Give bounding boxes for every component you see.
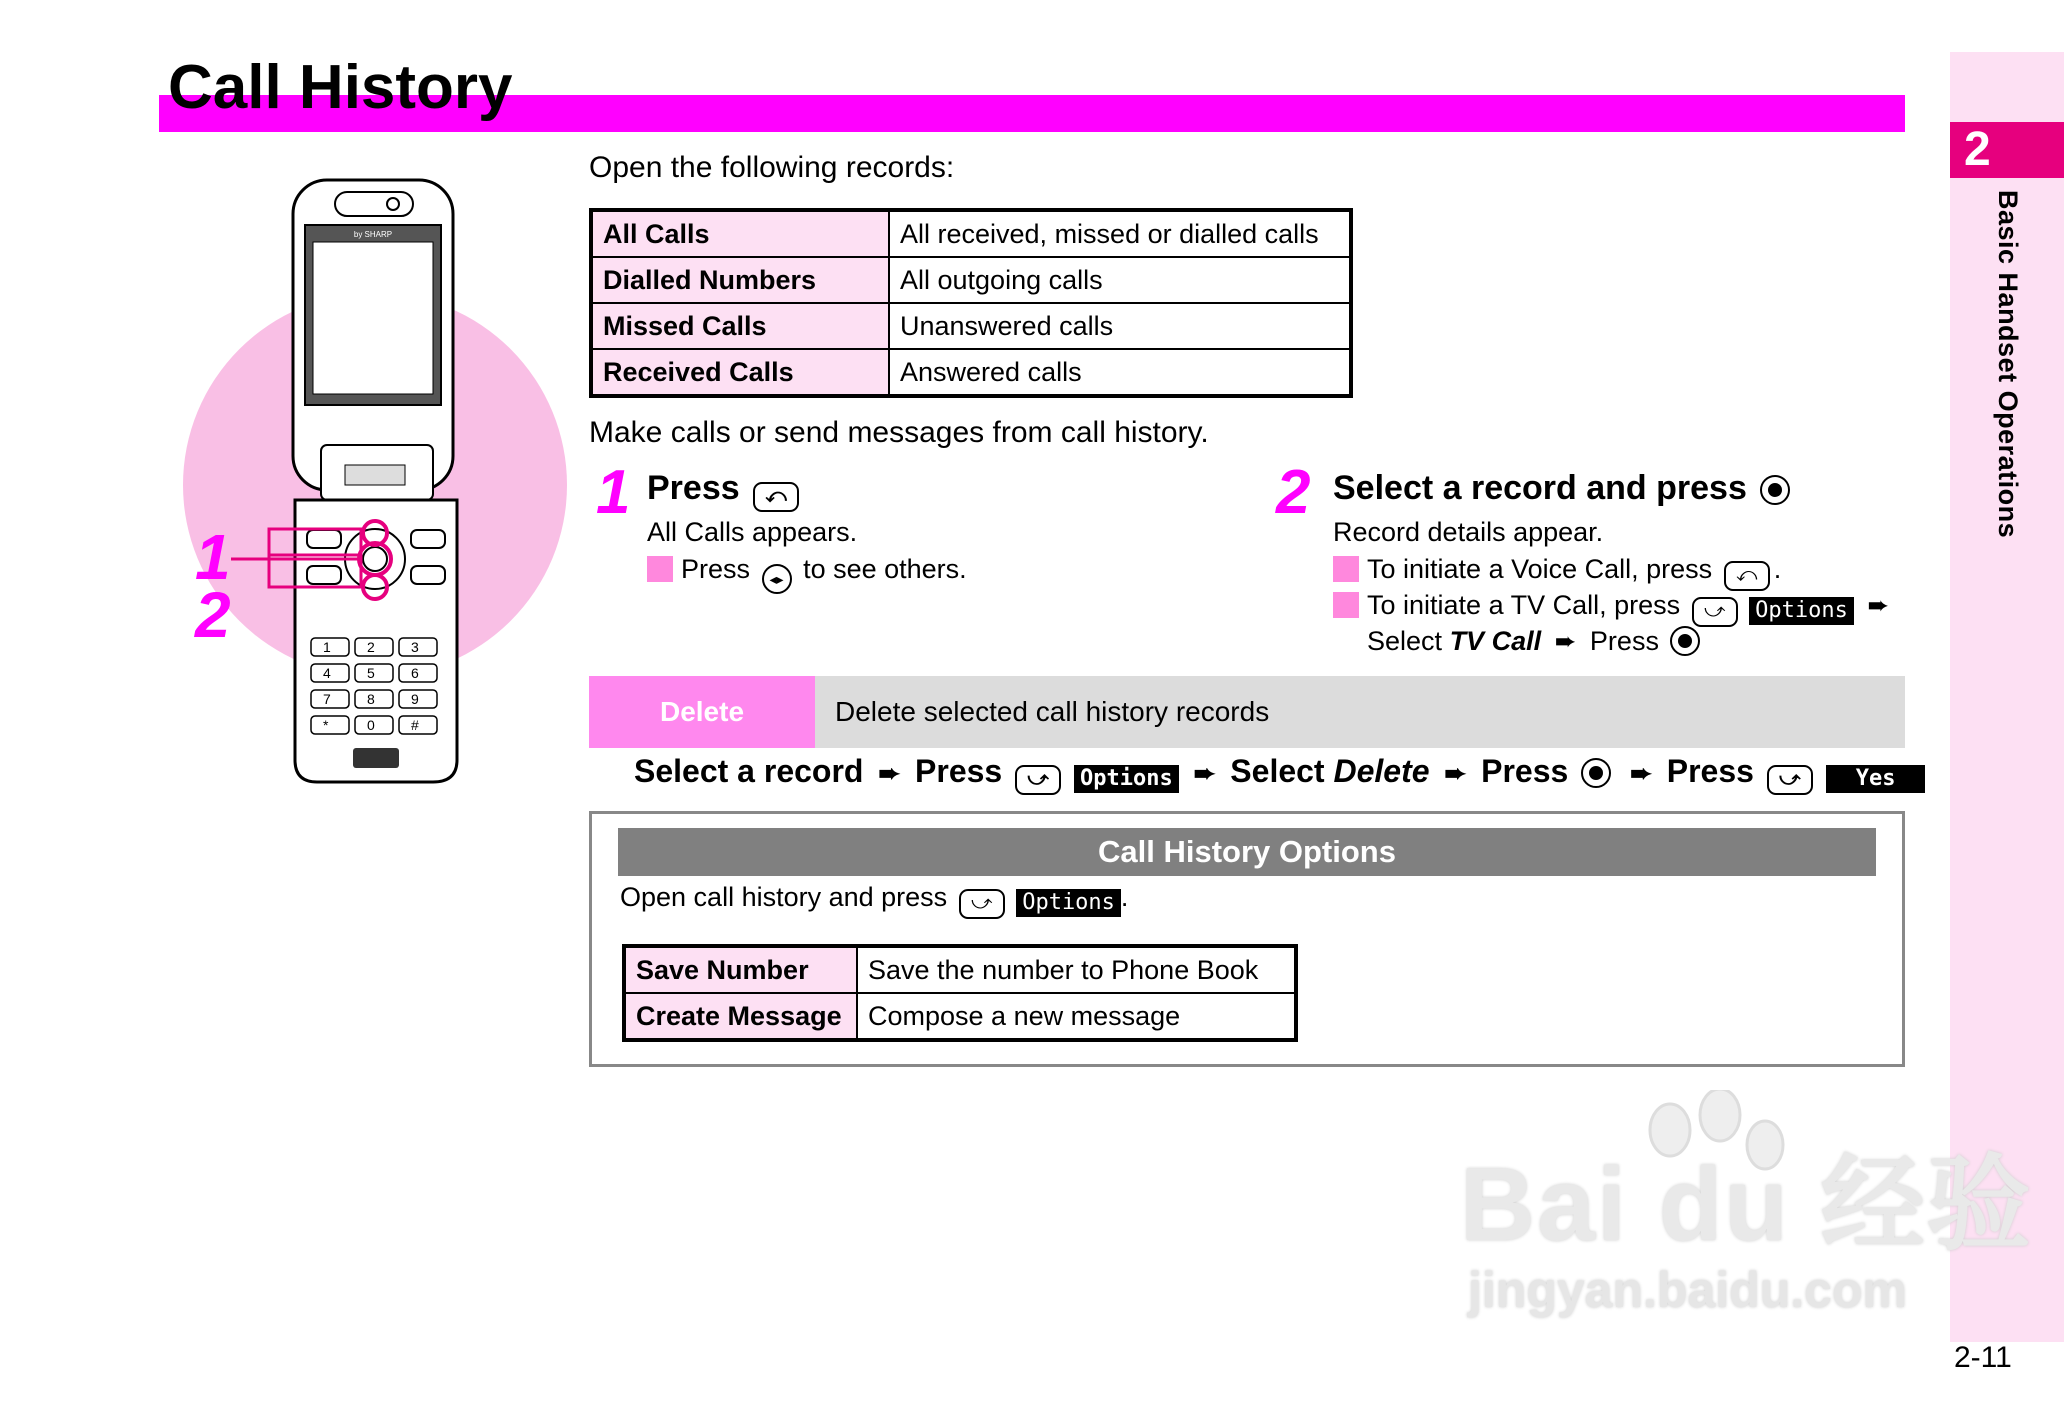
option-name: Create Message (624, 993, 857, 1040)
table-row (591, 349, 1351, 396)
option-desc: Compose a new message (857, 993, 1296, 1040)
keypad-key-label: 6 (411, 665, 419, 681)
records-table (589, 208, 1353, 398)
keypad-key-label: 3 (411, 639, 419, 655)
record-name: Missed Calls (591, 303, 889, 349)
step-1-bullet-pre: Press (681, 554, 751, 584)
keypad-key-label: 1 (323, 639, 331, 655)
screen (313, 242, 433, 394)
delete-seq-step: Select (1230, 753, 1325, 789)
arrow-icon: ➨ (1554, 626, 1577, 656)
make-calls-text: Make calls or send messages from call history. (589, 416, 1209, 449)
arrow-icon: ➨ (878, 758, 901, 788)
bullet-icon (647, 556, 673, 582)
intro-text: Open the following records: (589, 151, 955, 184)
keypad-key-label: 9 (411, 691, 419, 707)
step-1-heading (647, 467, 803, 512)
right-soft-key-icon: ⤻ (1767, 765, 1813, 795)
step-2-b1-end: . (1773, 554, 1782, 584)
right-soft-key (411, 530, 445, 548)
step-2-b2-text: To initiate a TV Call, press (1367, 590, 1681, 620)
keypad-key-label: * (323, 717, 329, 733)
arrow-icon: ➨ (1444, 758, 1467, 788)
page-number: 2-11 (1954, 1341, 2012, 1374)
delete-description: Delete selected call history records (835, 696, 1270, 727)
step-2-heading-text: Select a record and press (1333, 469, 1747, 507)
step-1-line: All Calls appears. (647, 517, 858, 547)
step-1-heading-text: Press (647, 469, 740, 507)
arrow-icon: ➨ (1867, 590, 1890, 620)
keypad-key-label: # (411, 717, 419, 733)
send-key (307, 566, 341, 584)
callout-2: 2 (195, 579, 231, 651)
options-softkey-label: Options (1016, 889, 1121, 917)
keypad-key-label: 0 (367, 717, 375, 733)
center-key-icon (1581, 758, 1611, 788)
brand-badge (353, 748, 399, 768)
step-2-b1-text: To initiate a Voice Call, press (1367, 554, 1713, 584)
options-open-text (620, 878, 1128, 919)
record-desc: All outgoing calls (889, 257, 1351, 303)
options-open-pre: Open call history and press (620, 882, 948, 912)
callout-1: 1 (195, 521, 231, 593)
step-1-number: 1 (596, 458, 631, 527)
watermark-logo: Bai du 经验 (1460, 1147, 2033, 1263)
record-desc: Answered calls (889, 349, 1351, 396)
send-key-icon: ⤺ (753, 482, 799, 512)
options-heading: Call History Options (618, 828, 1876, 876)
step-2-heading (1333, 467, 1794, 509)
center-key (363, 547, 387, 571)
options-softkey-label: Options (1749, 597, 1854, 625)
delete-seq-step: Press (915, 753, 1003, 789)
right-soft-key-icon: ⤻ (959, 889, 1005, 919)
camera-lens (387, 198, 399, 210)
step-2-line: Record details appear. (1333, 517, 1604, 547)
table-row (591, 303, 1351, 349)
keypad-key (311, 716, 349, 734)
step-2-number: 2 (1276, 458, 1311, 527)
chapter-label: Basic Handset Operations (1993, 190, 2023, 539)
step-2-b2-select: Select (1367, 626, 1443, 656)
option-name: Save Number (624, 946, 857, 993)
chapter-number-box (1950, 122, 2064, 178)
step-2-b2-item: TV Call (1449, 626, 1542, 656)
options-softkey-label: Options (1074, 765, 1179, 793)
table-row (591, 257, 1351, 303)
left-soft-key (307, 530, 341, 548)
bullet-icon (1333, 592, 1359, 618)
step-1-bullet-post: to see others. (803, 554, 967, 584)
left-right-nav-icon: ◂▸ (762, 564, 792, 594)
arrow-icon: ➨ (1193, 758, 1216, 788)
keypad-key-label: 5 (367, 665, 375, 681)
table-row (624, 946, 1296, 993)
record-desc: Unanswered calls (889, 303, 1351, 349)
keypad-key-label: 8 (367, 691, 375, 707)
chapter-number: 2 (1964, 123, 1991, 176)
delete-sequence (634, 750, 1925, 795)
speaker-grille (345, 465, 405, 485)
send-key-icon: ⤺ (1724, 561, 1770, 591)
options-table (622, 944, 1298, 1042)
delete-seq-step: Select a record (634, 753, 864, 789)
bullet-icon (1333, 556, 1359, 582)
end-key (411, 566, 445, 584)
arrow-icon: ➨ (1630, 758, 1652, 788)
step-1-bullet (647, 552, 967, 594)
record-name: Dialled Numbers (591, 257, 889, 303)
option-desc: Save the number to Phone Book (857, 946, 1296, 993)
watermark-url: jingyan.baidu.com (1468, 1262, 1907, 1318)
keypad-key-label: 4 (323, 665, 331, 681)
center-key-icon (1760, 475, 1790, 505)
record-name: Received Calls (591, 349, 889, 396)
step-2-bullet-1 (1333, 552, 1781, 591)
center-key-icon (1670, 626, 1700, 656)
keypad-key-label: 7 (323, 691, 331, 707)
delete-seq-step: Press (1481, 753, 1569, 789)
right-soft-key-icon: ⤻ (1015, 765, 1061, 795)
page-title: Call History (168, 53, 513, 122)
record-desc: All received, missed or dialled calls (889, 210, 1351, 257)
phone-brand: by SHARP (353, 230, 393, 239)
record-name: All Calls (591, 210, 889, 257)
step-2-bullet-2-cont (1367, 624, 1704, 658)
options-open-end: . (1120, 882, 1129, 912)
step-2-b2-press: Press (1589, 626, 1659, 656)
earpiece (335, 192, 413, 216)
table-row (624, 993, 1296, 1040)
keypad-key-label: 2 (367, 639, 375, 655)
delete-label: Delete (589, 676, 815, 748)
delete-seq-step: Press (1666, 753, 1754, 789)
yes-softkey-label: Yes (1826, 765, 1926, 793)
phone-illustration (175, 170, 575, 800)
delete-seq-item: Delete (1333, 753, 1430, 789)
table-row (591, 210, 1351, 257)
right-soft-key-icon: ⤻ (1692, 597, 1738, 627)
step-2-bullet-2 (1333, 588, 1895, 627)
